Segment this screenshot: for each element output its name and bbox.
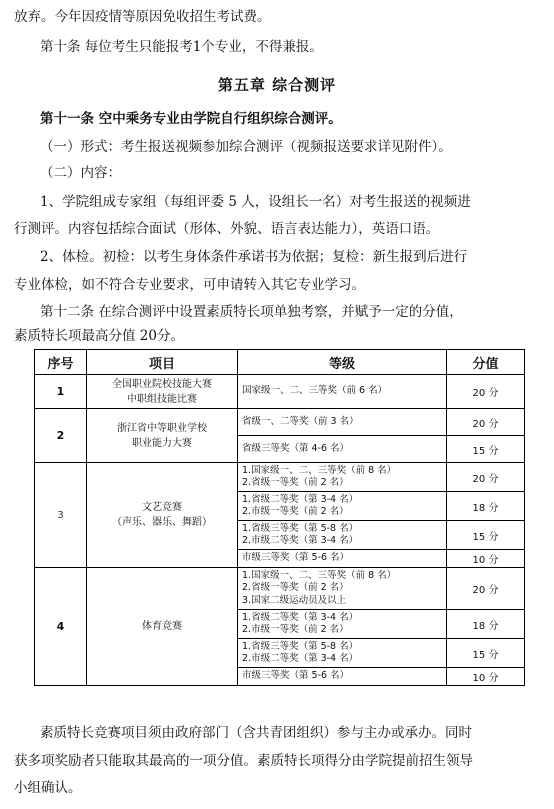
row-grade: 省级三等奖（第 4-6 名）: [238, 436, 447, 463]
row-grade: 国家级一、二、三等奖（前 6 名）: [238, 375, 447, 409]
grade-line: 1.省级二等奖（第 3-4 名）: [242, 611, 359, 623]
row-item: [87, 568, 238, 686]
grade-line: 3.国家二级运动员及以上: [242, 594, 347, 606]
grade-line: 2.市级二等奖（第 3-4 名）: [242, 535, 359, 546]
footnote-line: 获多项奖励者只能取其最高的一项分值。素质特长项得分由学院提前招生领导: [14, 753, 473, 769]
row-score: 20 分: [447, 463, 525, 492]
row-score: 20 分: [447, 568, 525, 610]
row-grade: 市级三等奖（第 5-6 名）: [238, 550, 447, 568]
text-line: 素质特长项最高分值 20分。: [14, 328, 184, 344]
table-row: [35, 568, 525, 610]
item-line: 全国职业院校技能大赛: [112, 378, 212, 390]
article-10: 第十条 每位考生只能报考1个专业，不得兼报。: [40, 39, 323, 55]
grade-line: 2.省级一等奖（前 2 名）: [242, 477, 349, 488]
item-line: 体育竞赛: [142, 621, 182, 632]
grade-line: 1.省级三等奖（第 5-8 名）: [242, 640, 359, 652]
row-grade: 市级三等奖（第 5-6 名）: [238, 668, 447, 686]
row-item: [87, 463, 238, 568]
chapter-title: 第五章 综合测评: [217, 76, 337, 94]
row-score: 10 分: [447, 550, 525, 568]
table-row: [35, 409, 525, 436]
row-grade: [238, 521, 447, 550]
table-row: [35, 375, 525, 409]
item-line: （声乐、器乐、舞蹈）: [112, 517, 212, 528]
header-score: 分值: [447, 350, 525, 375]
article-12: 第十二条 在综合测评中设置素质特长项单独考察，并赋予一定的分值，: [40, 304, 463, 320]
grade-line: 2.市级一等奖（前 2 名）: [242, 624, 349, 635]
row-grade: [238, 568, 447, 610]
grade-line: 2.省级一等奖（前 2 名）: [242, 582, 349, 594]
row-item: [87, 409, 238, 463]
row-score: 18 分: [447, 610, 525, 639]
row-score: 15 分: [447, 639, 525, 668]
grade-line: 1.省级二等奖（第 3-4 名）: [242, 493, 359, 505]
header-grade: 等级: [238, 350, 447, 375]
row-score: 15 分: [447, 436, 525, 463]
row-score: 15 分: [447, 521, 525, 550]
row-grade: [238, 463, 447, 492]
text-line: 专业体检，如不符合专业要求，可申请转入其它专业学习。: [14, 277, 365, 293]
grade-line: 1.省级三等奖（第 5-8 名）: [242, 522, 359, 534]
text-line: 行测评。内容包括综合面试（形体、外貌、语言表达能力），英语口语。: [14, 221, 440, 237]
grade-line: 1.国家级一、二、三等奖（前 8 名）: [242, 569, 397, 581]
item-line: 职业能力大赛: [132, 437, 192, 449]
text-line: 放弃。今年因疫情等原因免收招生考试费。: [14, 9, 271, 25]
item-line: 文艺竞赛: [142, 502, 182, 513]
row-score: 20 分: [447, 409, 525, 436]
row-score: 20 分: [447, 375, 525, 409]
row-no: 4: [35, 568, 87, 686]
article-11: 第十一条 空中乘务专业由学院自行组织综合测评。: [40, 111, 342, 127]
grade-line: 2.市级二等奖（第 3-4 名）: [242, 653, 359, 664]
row-no: 1: [35, 375, 87, 409]
row-grade: [238, 639, 447, 668]
form-line: （一）形式：考生报送视频参加综合测评（视频报送要求详见附件）。: [40, 139, 452, 155]
score-table: [34, 349, 525, 686]
row-grade: 省级一、二等奖（前 3 名）: [238, 409, 447, 436]
row-score: 10 分: [447, 668, 525, 686]
grade-line: 2.市级一等奖（前 2 名）: [242, 506, 349, 517]
table-row: [35, 463, 525, 492]
row-no: 2: [35, 409, 87, 463]
footnote-line: 小组确认。: [14, 780, 82, 796]
row-no: 3: [35, 463, 87, 568]
row-score: 18 分: [447, 492, 525, 521]
item-line: 中职组技能比赛: [127, 393, 197, 405]
row-grade: [238, 610, 447, 639]
content-heading: （二）内容：: [40, 165, 121, 181]
row-item: [87, 375, 238, 409]
grade-line: 1.国家级一、二、三等奖（前 8 名）: [242, 464, 397, 476]
header-item: 项目: [87, 350, 238, 375]
text-line: 2、体检。初检：以考生身体条件承诺书为依据；复检：新生报到后进行: [40, 249, 468, 265]
table-header-row: [35, 350, 525, 375]
header-no: 序号: [35, 350, 87, 375]
text-line: 1、学院组成专家组（每组评委 5 人，设组长一名）对考生报送的视频进: [40, 194, 471, 210]
footnote-line: 素质特长竞赛项目须由政府部门（含共青团组织）参与主办或承办。同时: [40, 725, 472, 741]
item-line: 浙江省中等职业学校: [117, 422, 207, 434]
row-grade: [238, 492, 447, 521]
